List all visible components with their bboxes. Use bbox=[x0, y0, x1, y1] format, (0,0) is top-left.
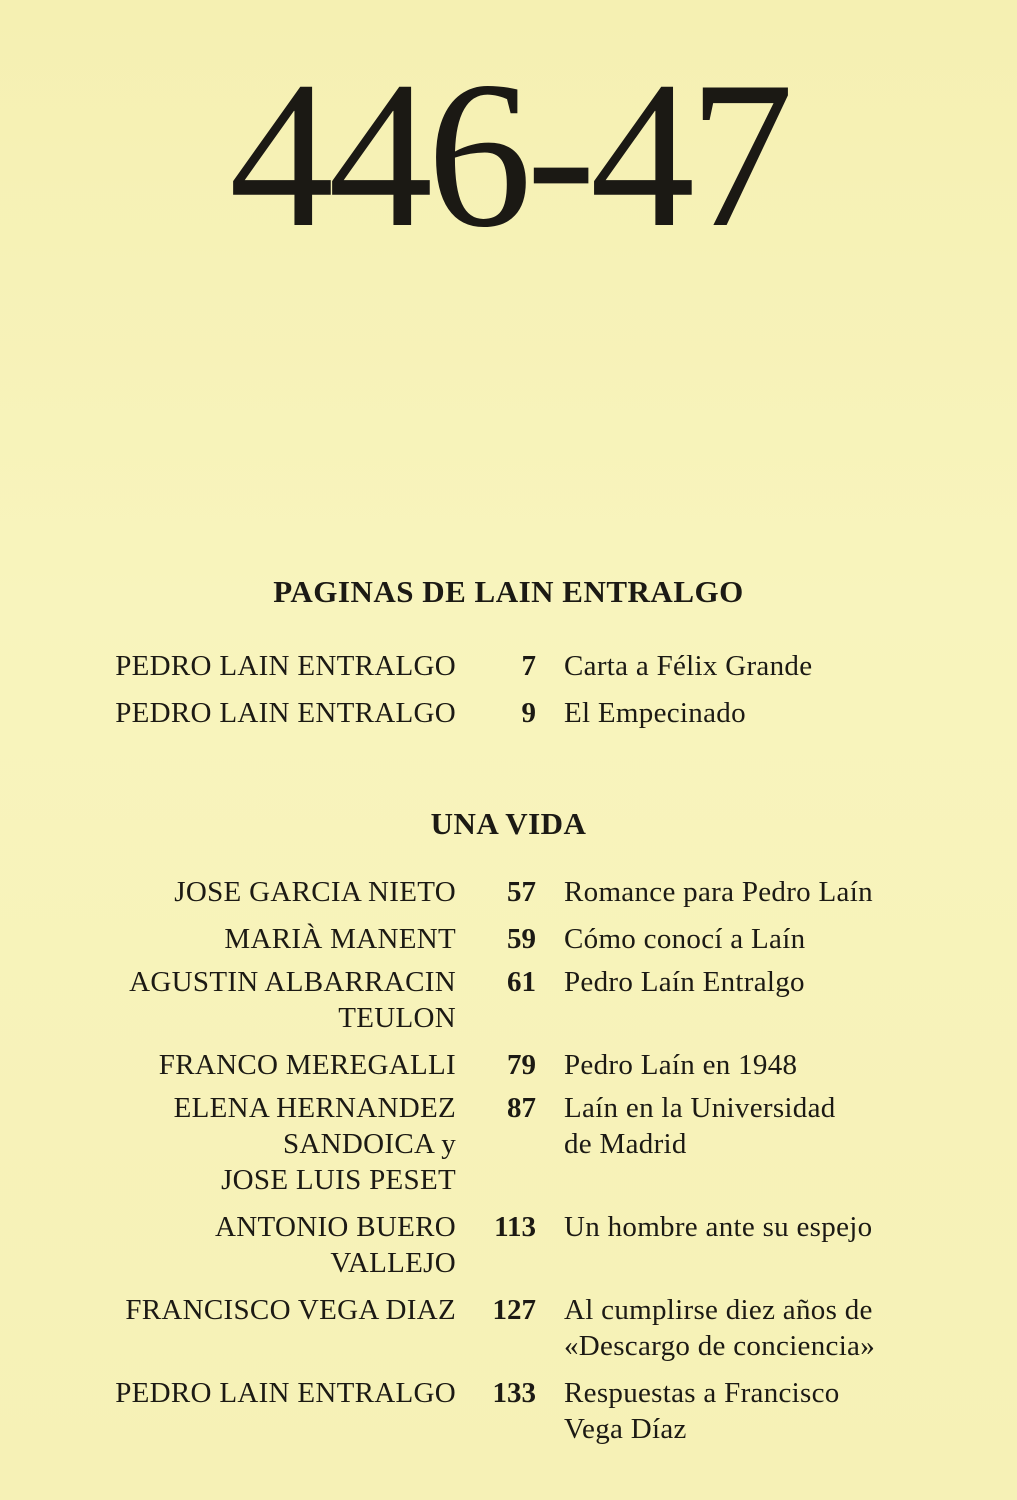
entry-title: Pedro Laín en 1948 bbox=[564, 1049, 798, 1081]
entry-page-number: 113 bbox=[494, 1211, 536, 1243]
entry-author: FRANCO MEREGALLI bbox=[158, 1049, 456, 1081]
entry-title: Al cumplirse diez años de «Descargo de conciencia» bbox=[564, 1294, 876, 1362]
entry-author: PEDRO LAIN ENTRALGO bbox=[115, 650, 456, 682]
entry-page-number: 133 bbox=[492, 1377, 536, 1409]
entry-page-number: 7 bbox=[521, 650, 536, 682]
toc-entry bbox=[0, 1047, 1017, 1083]
entry-page-number: 61 bbox=[507, 966, 536, 998]
toc-entry bbox=[0, 964, 1017, 1036]
entry-page-number: 59 bbox=[507, 923, 536, 955]
entry-author: PEDRO LAIN ENTRALGO bbox=[115, 1377, 456, 1409]
toc-entry bbox=[0, 1292, 1017, 1364]
entry-author: ELENA HERNANDEZ SANDOICA y JOSE LUIS PESET bbox=[173, 1092, 456, 1196]
entry-title: Carta a Félix Grande bbox=[564, 650, 813, 682]
entry-title: Laín en la Universidad de Madrid bbox=[564, 1092, 836, 1160]
toc-entry bbox=[0, 874, 1017, 910]
entry-page-number: 9 bbox=[521, 697, 536, 729]
entry-title: Romance para Pedro Laín bbox=[564, 876, 873, 908]
issue-number: 446-47 bbox=[229, 39, 788, 271]
toc-entry bbox=[0, 1209, 1017, 1281]
entry-page-number: 79 bbox=[507, 1049, 536, 1081]
entry-page-number: 57 bbox=[507, 876, 536, 908]
entry-page-number: 127 bbox=[492, 1294, 536, 1326]
entry-title: Pedro Laín Entralgo bbox=[564, 966, 805, 998]
entry-author: MARIÀ MANENT bbox=[224, 923, 456, 955]
toc-list bbox=[0, 874, 1017, 1458]
toc-entry bbox=[0, 1090, 1017, 1198]
entry-title: Cómo conocí a Laín bbox=[564, 923, 806, 955]
entry-author: ANTONIO BUERO VALLEJO bbox=[215, 1211, 456, 1279]
entry-title: El Empecinado bbox=[564, 697, 746, 729]
toc-entry bbox=[0, 921, 1017, 957]
section-title: UNA VIDA bbox=[430, 806, 587, 841]
entry-author: JOSE GARCIA NIETO bbox=[174, 876, 456, 908]
entry-title: Respuestas a Francisco Vega Díaz bbox=[564, 1377, 840, 1445]
toc-entry bbox=[0, 695, 1017, 731]
toc-entry bbox=[0, 1375, 1017, 1447]
entry-author: FRANCISCO VEGA DIAZ bbox=[125, 1294, 456, 1326]
entry-page-number: 87 bbox=[507, 1092, 536, 1124]
section-title: PAGINAS DE LAIN ENTRALGO bbox=[273, 574, 744, 609]
toc-entry bbox=[0, 648, 1017, 684]
entry-author: PEDRO LAIN ENTRALGO bbox=[115, 697, 456, 729]
toc-list bbox=[0, 648, 1017, 742]
entry-author: AGUSTIN ALBARRACIN TEULON bbox=[129, 966, 456, 1034]
entry-title: Un hombre ante su espejo bbox=[564, 1211, 873, 1243]
